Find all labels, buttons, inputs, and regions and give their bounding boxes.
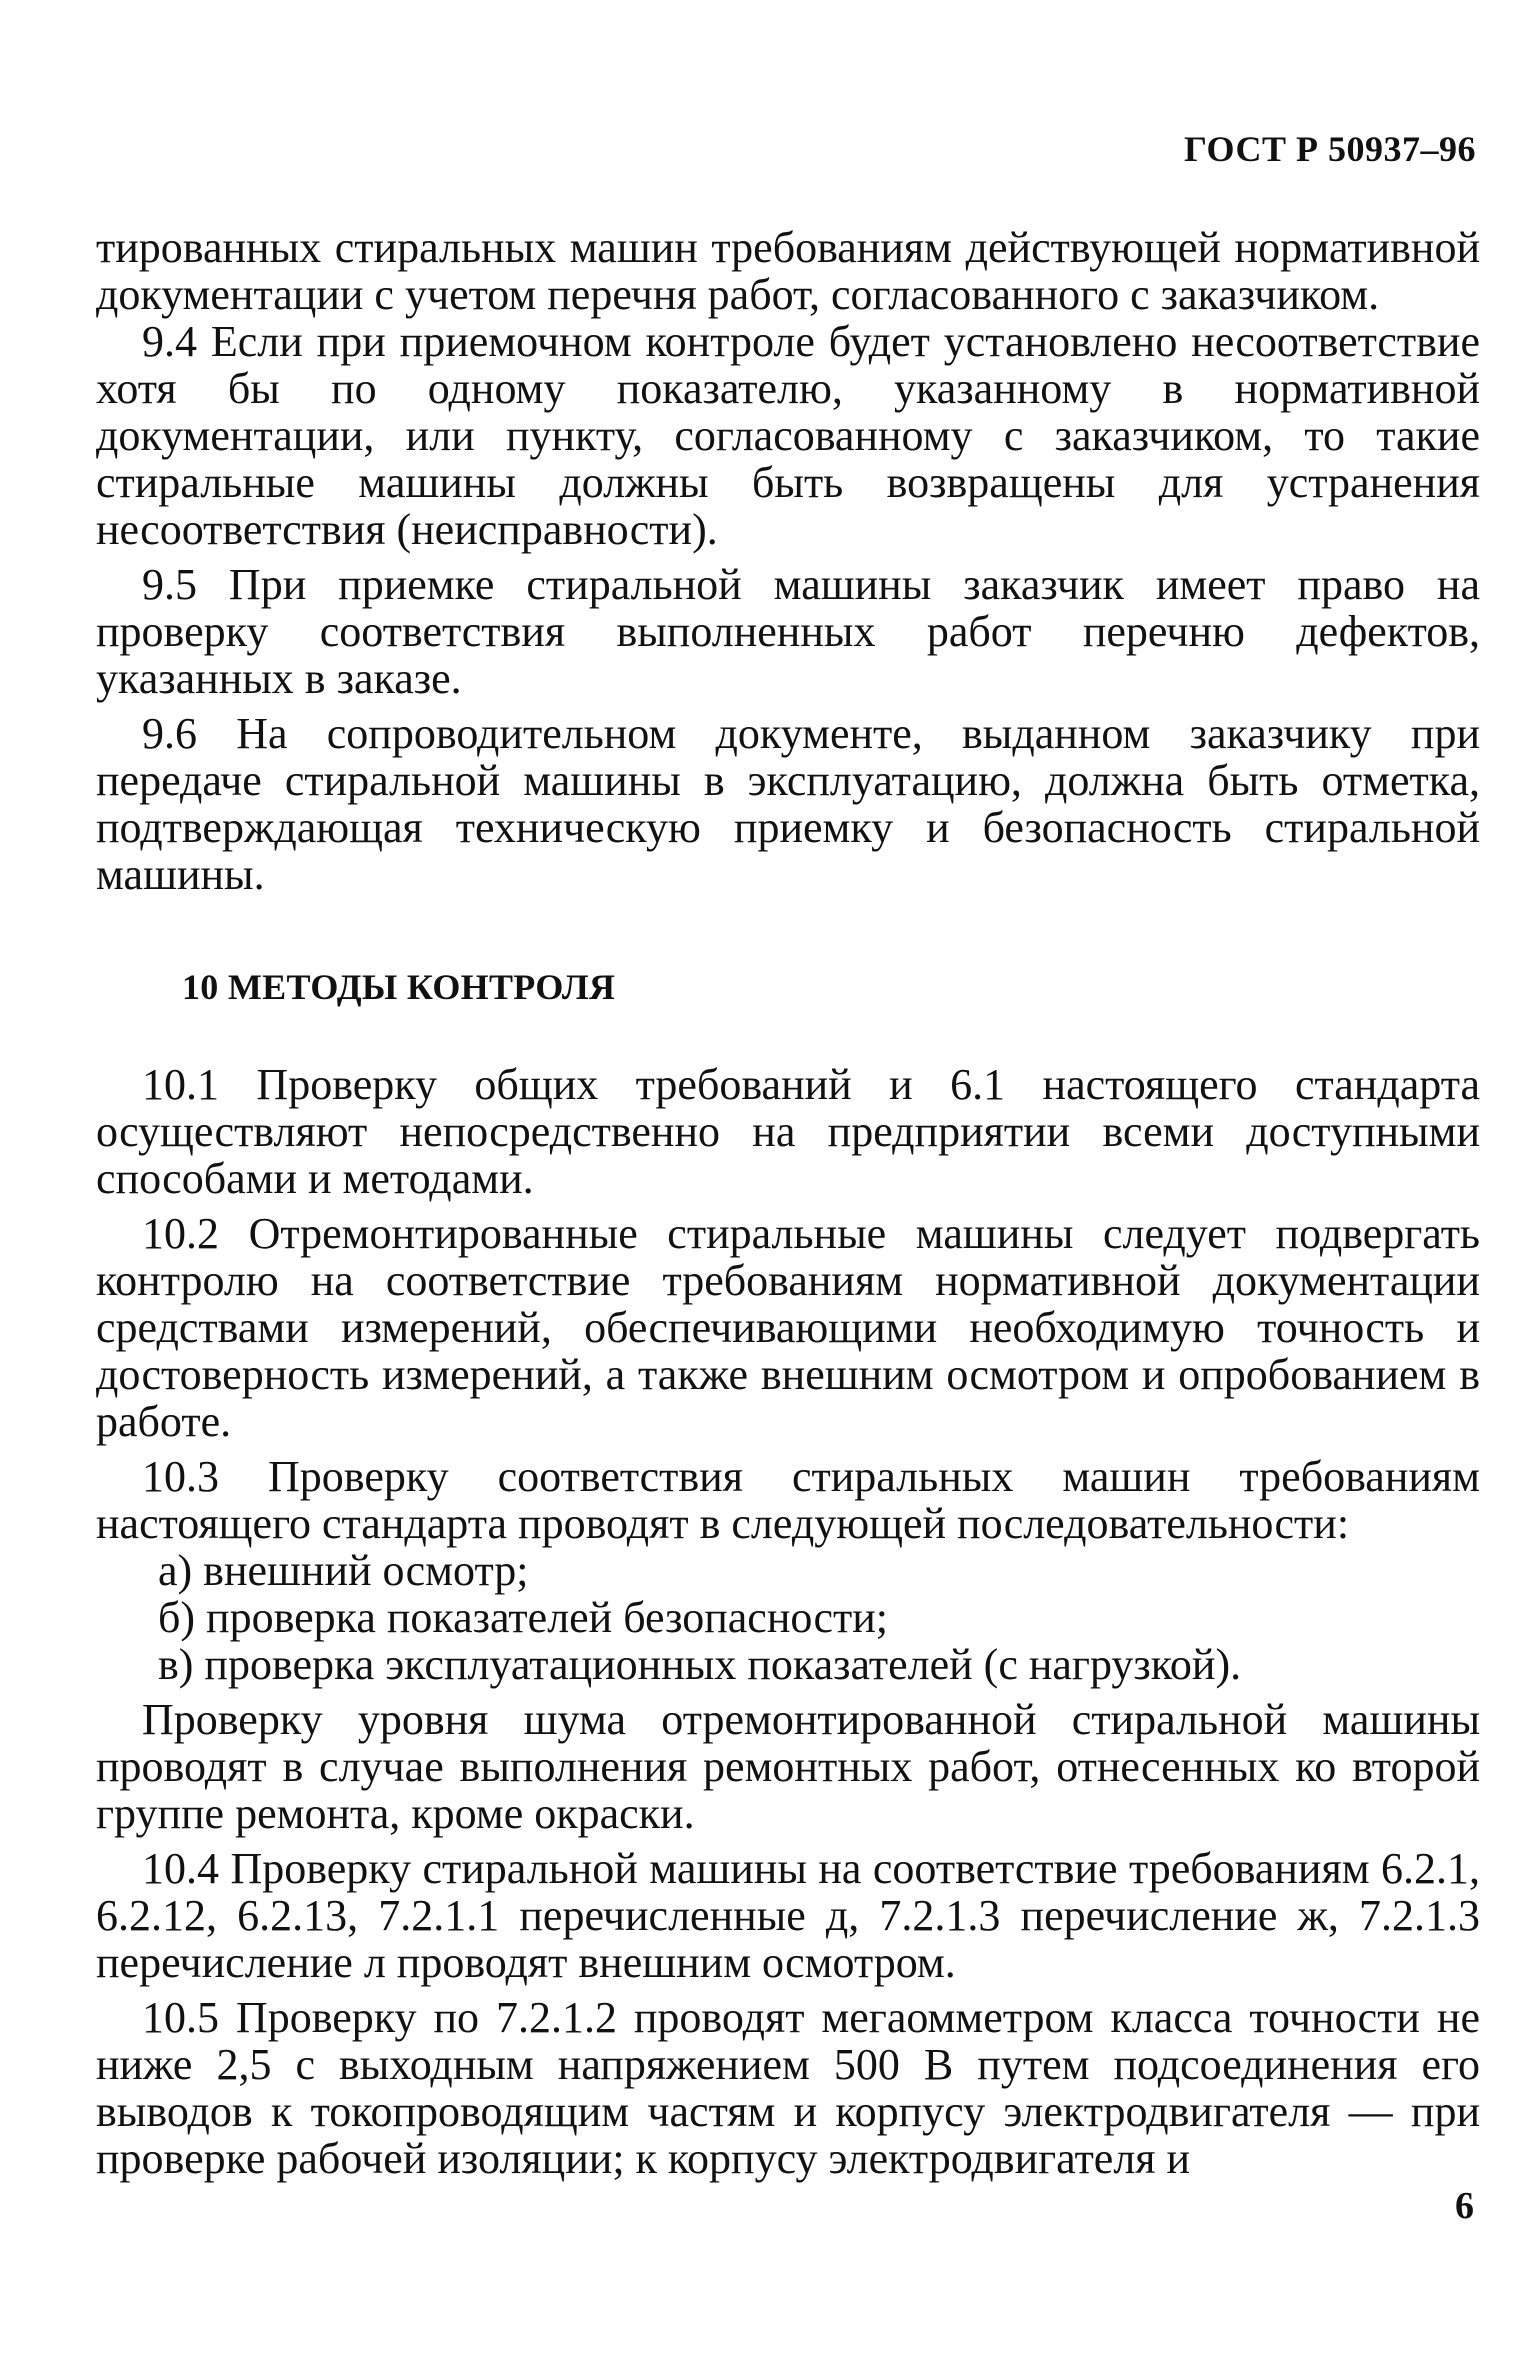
document-header-standard-id: ГОСТ Р 50937–96 [1184,129,1476,169]
paragraph-10-4: 10.4 Проверку стиральной машины на соответствие требованиям 6.2.1, 6.2.12, 6.2.13, 7.2.1.1 перечисленные д, 7.2.1.3 перечисление ж, 7.2.1.3 перечисление л проводят внешним осмотром. [96,1844,1480,1987]
paragraph-10-3: 10.3 Проверку соответствия стиральных машин требованиям настоящего стандарта проводят в следующей последовательности: [96,1452,1480,1548]
page-number: 6 [1455,2185,1474,2227]
document-body [96,224,1480,2182]
paragraph-9-6: 9.6 На сопроводительном документе, выданном заказчику при передаче стиральной машины в эксплуатацию, должна быть отметка, подтверждающая техническую приемку и безопасность стиральной машины. [96,709,1480,899]
paragraph-10-2: 10.2 Отремонтированные стиральные машины следует подвергать контролю на соответствие требованиям нормативной документации средствами измерений, обеспечивающими необходимую точность и достоверность измерений, а также внешним осмотром и опробованием в работе. [96,1209,1480,1446]
paragraph-10-1: 10.1 Проверку общих требований и 6.1 настоящего стандарта осуществляют непосредственно на предприятии всеми доступными способами и методами. [96,1060,1480,1203]
paragraph-10-5: 10.5 Проверку по 7.2.1.2 проводят мегаомметром класса точности не ниже 2,5 с выходным напряжением 500 В путем подсоединения его выводов к токопроводящим частям и корпусу электродвигателя — при проверке рабочей изоляции; к корпусу электродвигателя и [96,1993,1480,2183]
paragraph-noise-check: Проверку уровня шума отремонтированной стиральной машины проводят в случае выполнения ремонтных работ, отнесенных ко второй группе ремонта, кроме окраски. [96,1695,1480,1838]
paragraph-9-5: 9.5 При приемке стиральной машины заказчик имеет право на проверку соответствия выполненных работ перечню дефектов, указанных в заказе. [96,560,1480,703]
paragraph-continuation: тированных стиральных машин требованиям действующей нормативной документации с учетом перечня работ, согласованного с заказчиком. [96,223,1480,319]
section-title-control-methods: 10 МЕТОДЫ КОНТРОЛЯ [182,967,616,1007]
paragraph-9-4: 9.4 Если при приемочном контроле будет установлено несоответствие хотя бы по одному показателю, указанному в нормативной документации, или пункту, согласованному с заказчиком, то такие стиральные машины должны быть возвращены для устранения несоответствия (неисправности). [96,317,1480,554]
list-item-c: в) проверка эксплуатационных показателей (с нагрузкой). [158,1640,1242,1689]
list-item-b: б) проверка показателей безопасности; [158,1593,888,1642]
list-item-a: а) внешний осмотр; [158,1546,529,1595]
